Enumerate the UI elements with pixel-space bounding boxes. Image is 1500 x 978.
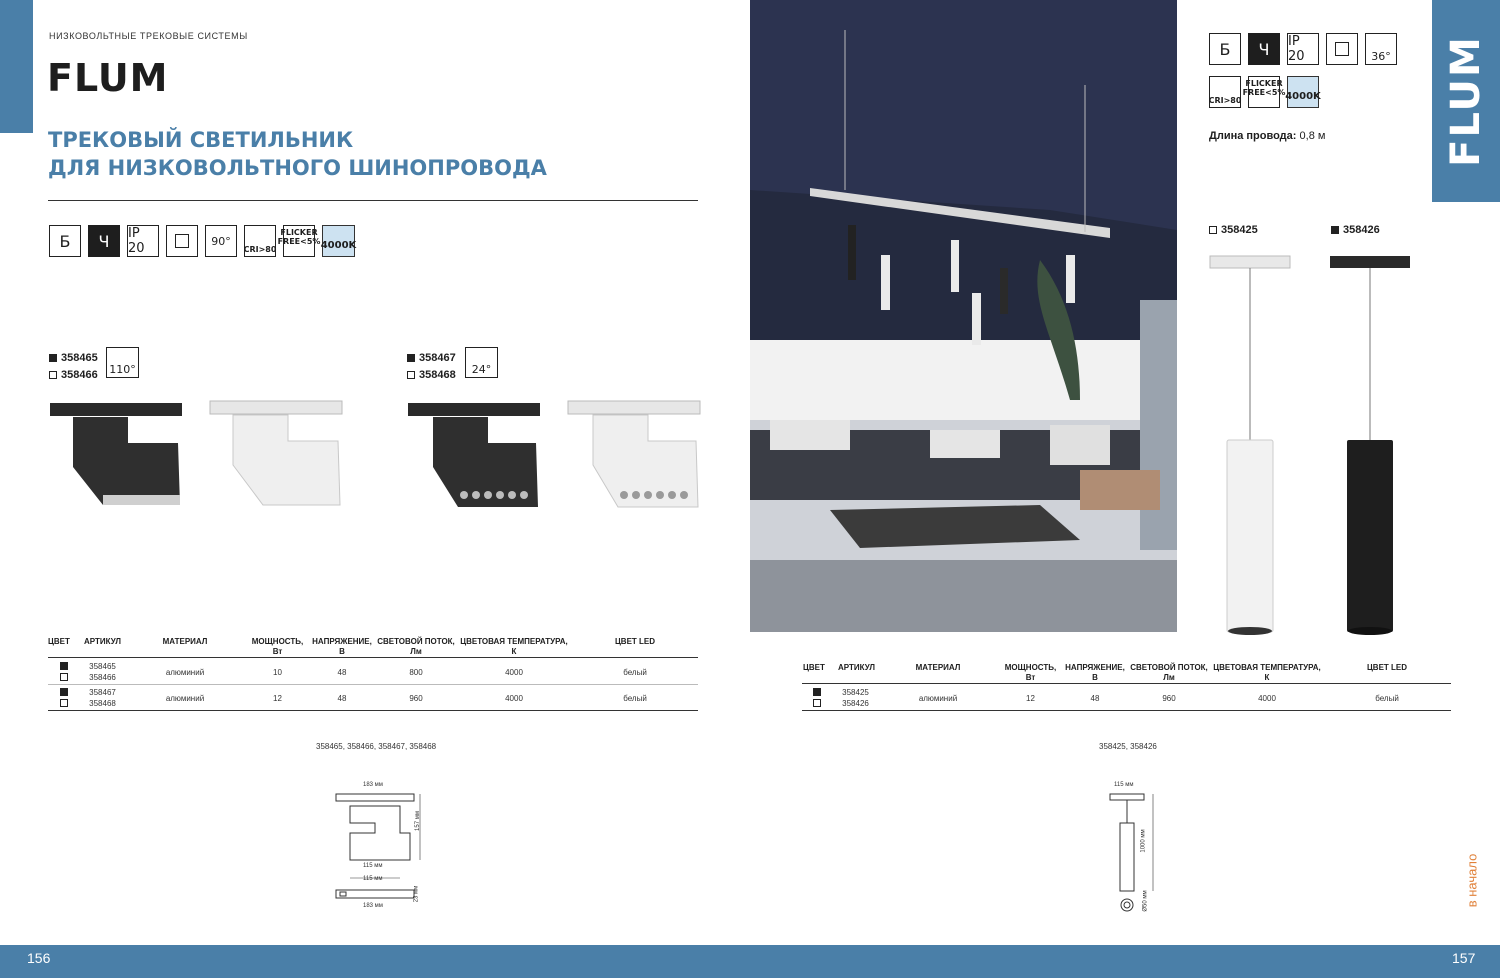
- product-358466-image: [210, 401, 342, 505]
- back-to-start-link[interactable]: в начало: [1464, 853, 1480, 907]
- col-header-material: МАТЕРИАЛ: [162, 637, 208, 646]
- black-swatch-icon: [813, 688, 821, 696]
- sku-label-white: 358425: [1209, 224, 1258, 236]
- table-bottom-rule: [802, 710, 1451, 711]
- beam-angle-icon: 24°: [465, 347, 498, 378]
- cell-flux: 960: [409, 694, 423, 703]
- flicker-value: FREE<5%: [1242, 88, 1286, 97]
- footer-bar: [0, 945, 1500, 978]
- cell-material: алюминий: [165, 694, 205, 703]
- dim-height: 157 мм: [414, 811, 421, 831]
- cell-led-color: белый: [623, 694, 647, 703]
- black-swatch-icon: [60, 662, 68, 670]
- product-images: [48, 395, 703, 515]
- dim-width: 115 мм: [1114, 782, 1134, 788]
- dim-width: 115 мм: [363, 863, 383, 869]
- table-header-rule: [48, 657, 698, 658]
- dim-width: 183 мм: [363, 782, 383, 788]
- cri-icon: [244, 225, 276, 257]
- cell-flux: 960: [1162, 694, 1176, 703]
- col-header-material: МАТЕРИАЛ: [915, 663, 961, 672]
- col-header-voltage: НАПРЯЖЕНИЕ, В: [1065, 663, 1125, 682]
- cell-led-color: белый: [623, 668, 647, 677]
- white-swatch-icon: [813, 699, 821, 707]
- beam-angle-icon: 36°: [1365, 33, 1397, 65]
- cell-article: 358425: [842, 688, 869, 697]
- cell-article: 358468: [89, 699, 116, 708]
- product-subtitle: [48, 126, 547, 182]
- cell-led-color: белый: [1375, 694, 1399, 703]
- table-bottom-rule: [48, 710, 698, 711]
- flicker-label: FLICKER: [280, 228, 318, 237]
- col-header-temperature: ЦВЕТОВАЯ ТЕМПЕРАТУРА, К: [1213, 663, 1321, 682]
- sku-label-white: 358468: [407, 369, 456, 381]
- col-header-voltage: НАПРЯЖЕНИЕ, В: [312, 637, 372, 656]
- white-swatch-icon: [407, 371, 415, 379]
- cell-voltage: 48: [1090, 694, 1100, 703]
- black-swatch-icon: [60, 688, 68, 696]
- beam-angle-icon: 110°: [106, 347, 139, 378]
- drawing-caption: 358425, 358426: [1099, 742, 1157, 751]
- col-header-article: АРТИКУЛ: [84, 637, 122, 646]
- dim-width: 115 мм: [363, 876, 383, 882]
- subtitle-line-1: ТРЕКОВЫЙ СВЕТИЛЬНИК: [48, 128, 354, 152]
- col-header-power: МОЩНОСТЬ, Вт: [251, 637, 304, 656]
- class-square-icon: [166, 225, 198, 257]
- drawing-caption: 358465, 358466, 358467, 358468: [316, 742, 437, 751]
- cell-power: 10: [273, 668, 282, 677]
- dim-diameter: Ø50 мм: [1142, 890, 1149, 912]
- col-header-led-color: ЦВЕТ LED: [614, 637, 656, 646]
- white-color-icon: Б: [1209, 33, 1241, 65]
- product-358426-image: [1330, 256, 1410, 635]
- dimension-drawing: [1105, 778, 1165, 913]
- dim-width: 183 мм: [363, 903, 383, 909]
- black-color-icon: Ч: [1248, 33, 1280, 65]
- cell-temperature: 4000: [505, 668, 523, 677]
- page-number-left: 156: [27, 950, 51, 966]
- wire-length: Длина провода: 0,8 м: [1209, 130, 1326, 142]
- color-temperature-icon: 4000K: [322, 225, 355, 257]
- cri-icon: CRI>80: [1209, 76, 1241, 108]
- pendant-product-images: [1205, 250, 1430, 640]
- col-header-temperature: ЦВЕТОВАЯ ТЕМПЕРАТУРА, К: [460, 637, 568, 656]
- cri-value: CRI>80: [243, 245, 277, 254]
- table-row-rule: [48, 684, 698, 685]
- product-358467-image: [408, 403, 540, 507]
- cell-power: 12: [1026, 694, 1035, 703]
- page-title: FLUM: [47, 56, 169, 100]
- cell-article: 358426: [842, 699, 869, 708]
- cell-power: 12: [273, 694, 282, 703]
- black-swatch-icon: [407, 354, 415, 362]
- rotation-angle-icon: [205, 225, 237, 257]
- product-358465-image: [50, 403, 182, 505]
- cell-article: 358466: [89, 673, 116, 682]
- cell-voltage: 48: [337, 668, 347, 677]
- col-header-flux: СВЕТОВОЙ ПОТОК, Лм: [1130, 663, 1208, 682]
- flicker-free-icon: [277, 225, 321, 257]
- dim-height: 23 мм: [413, 885, 420, 903]
- col-header-power: МОЩНОСТЬ, Вт: [1004, 663, 1057, 682]
- col-header-article: АРТИКУЛ: [838, 663, 876, 672]
- col-header-color: ЦВЕТ: [48, 637, 70, 646]
- cell-material: алюминий: [165, 668, 205, 677]
- cell-temperature: 4000: [1258, 694, 1276, 703]
- cell-voltage: 48: [337, 694, 347, 703]
- sku-label-black: 358426: [1331, 224, 1380, 236]
- col-header-led-color: ЦВЕТ LED: [1366, 663, 1408, 672]
- flicker-value: FREE<5%: [277, 237, 321, 246]
- rotation-angle-value: 90°: [211, 234, 231, 248]
- col-header-color: ЦВЕТ: [803, 663, 825, 672]
- sku-label-black: 358465: [49, 352, 98, 364]
- interior-photo: [750, 0, 1177, 632]
- cell-flux: 800: [409, 668, 423, 677]
- flicker-label: FLICKER: [1245, 79, 1283, 88]
- white-swatch-icon: [1209, 226, 1217, 234]
- cell-material: алюминий: [918, 694, 958, 703]
- side-brand: FLUM: [1443, 35, 1490, 167]
- table-header-rule: [802, 683, 1451, 684]
- white-color-icon: Б: [49, 225, 81, 257]
- black-swatch-icon: [49, 354, 57, 362]
- white-swatch-icon: [60, 673, 68, 681]
- cell-temperature: 4000: [505, 694, 523, 703]
- ip-rating-icon: IP 20: [127, 225, 159, 257]
- col-header-flux: СВЕТОВОЙ ПОТОК, Лм: [377, 637, 455, 656]
- ip-rating-icon: IP 20: [1287, 33, 1319, 65]
- black-swatch-icon: [1331, 226, 1339, 234]
- subtitle-line-2: ДЛЯ НИЗКОВОЛЬТНОГО ШИНОПРОВОДА: [48, 156, 547, 180]
- cell-article: 358467: [89, 688, 116, 697]
- left-accent-tab: [0, 0, 33, 133]
- white-swatch-icon: [49, 371, 57, 379]
- breadcrumb: НИЗКОВОЛЬТНЫЕ ТРЕКОВЫЕ СИСТЕМЫ: [49, 31, 248, 41]
- white-swatch-icon: [60, 699, 68, 707]
- page-number-right: 157: [1452, 950, 1476, 966]
- divider: [48, 200, 698, 201]
- dim-height: 1000 мм: [1140, 829, 1147, 853]
- product-358425-image: [1210, 256, 1290, 635]
- color-temperature-icon: 4000K: [1287, 76, 1319, 108]
- black-color-icon: Ч: [88, 225, 120, 257]
- sku-label-white: 358466: [49, 369, 98, 381]
- product-358468-image: [568, 401, 700, 507]
- sku-label-black: 358467: [407, 352, 456, 364]
- cell-article: 358465: [89, 662, 116, 671]
- class-square-icon: [1326, 33, 1358, 65]
- flicker-free-icon: [1242, 76, 1286, 108]
